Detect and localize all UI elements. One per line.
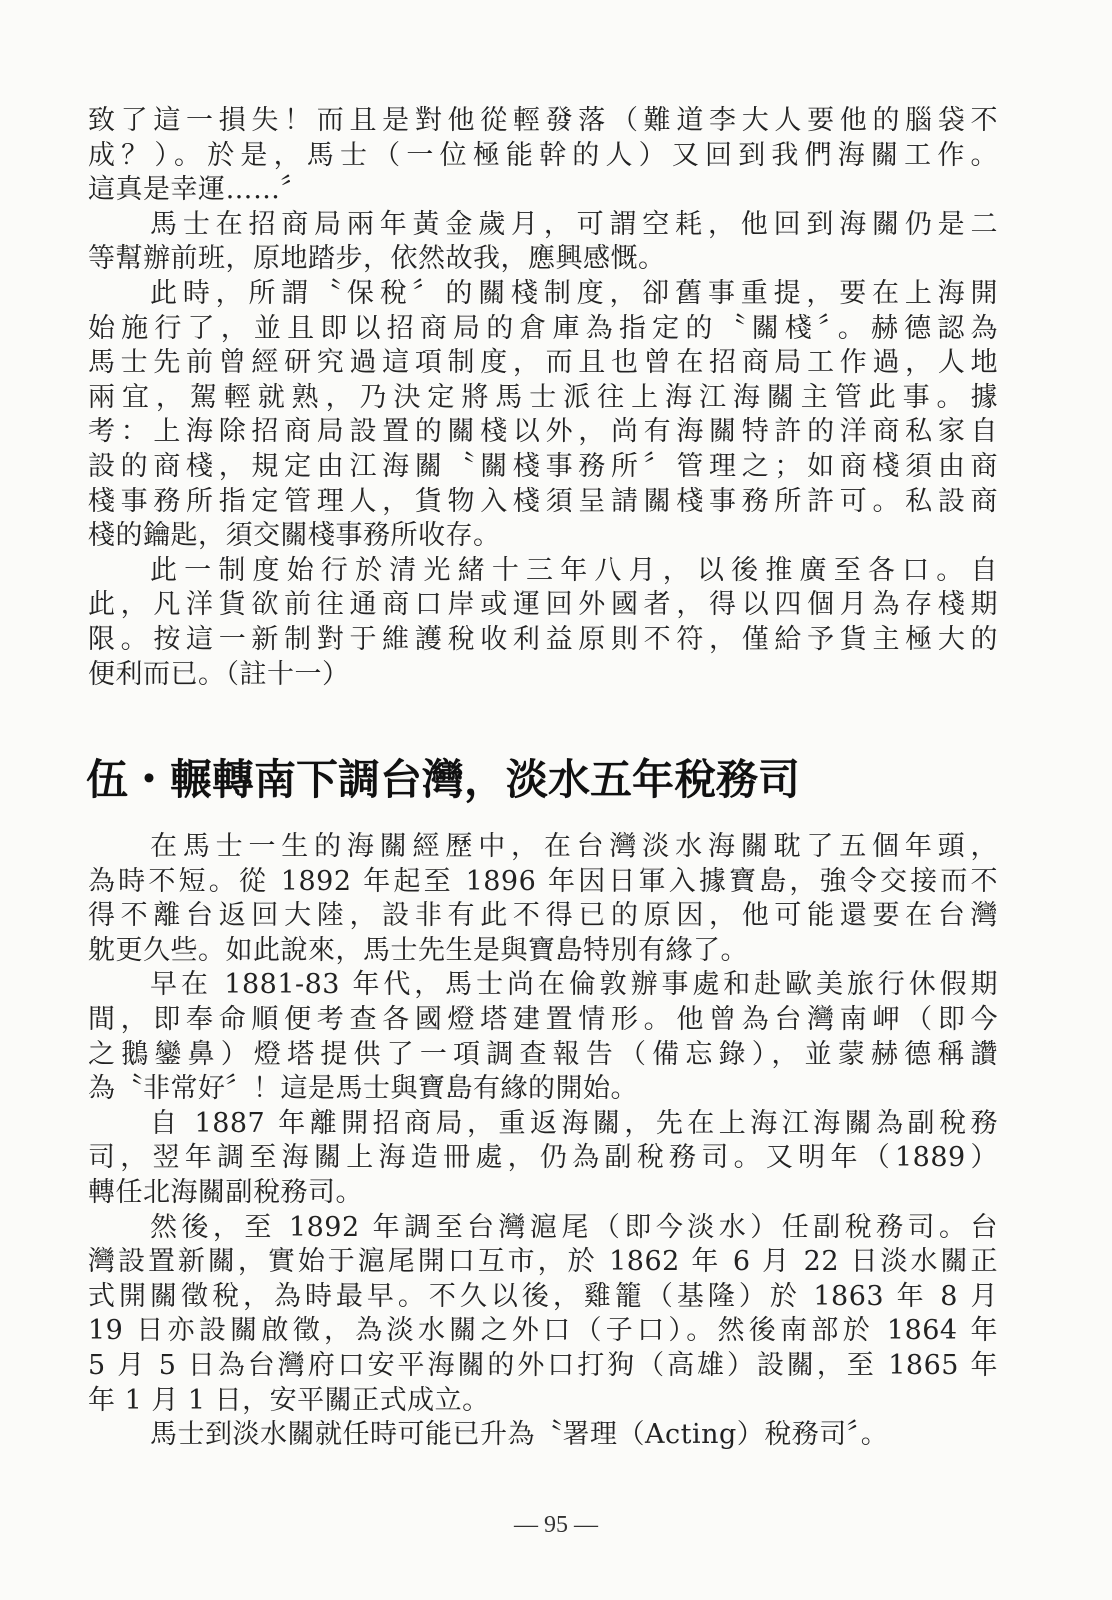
text-line: 早在 1881-83 年代，馬士尚在倫敦辦事處和赴歐美旅行休假期 bbox=[150, 969, 998, 1001]
text-line: 致了這一損失！而且是對他從輕發落（難道李大人要他的腦袋不 bbox=[88, 105, 998, 136]
text-line: 馬士到淡水關就任時可能已升為〝署理（Acting）稅務司〞。 bbox=[150, 1419, 889, 1451]
text-line: 始施行了，並且即以招商局的倉庫為指定的〝關棧〞。赫德認為 bbox=[88, 312, 998, 344]
text-line: 間，即奉命順便考查各國燈塔建置情形。他曾為台灣南岬（即今 bbox=[88, 1003, 998, 1035]
text-line: 司，翌年調至海關上海造冊處，仍為副稅務司。又明年（1889） bbox=[88, 1142, 998, 1174]
text-line: 馬士先前曾經研究過這項制度，而且也曾在招商局工作過，人地 bbox=[88, 347, 998, 379]
text-line: 灣設置新關，實始于滬尾開口互市，於 1862 年 6 月 22 日淡水關正 bbox=[88, 1246, 998, 1278]
text-line: 這真是幸運……〞 bbox=[88, 174, 308, 206]
text-line: 棧事務所指定管理人，貨物入棧須呈請關棧事務所許可。私設商 bbox=[88, 485, 998, 517]
text-line: 為時不短。從 1892 年起至 1896 年因日軍入據寶島，強令交接而不 bbox=[88, 865, 998, 897]
text-line: 躭更久些。如此說來，馬士先生是與寶島特別有緣了。 bbox=[88, 934, 748, 966]
text-line: 此一制度始行於清光緒十三年八月，以後推廣至各口。自 bbox=[150, 554, 998, 586]
body-text-top bbox=[88, 104, 998, 692]
text-line: 5 月 5 日為台灣府口安平海關的外口打狗（高雄）設關，至 1865 年 bbox=[88, 1349, 998, 1381]
text-line: 成？）。於是，馬士（一位極能幹的人）又回到我們海關工作。 bbox=[88, 139, 998, 171]
section-heading: 伍・輾轉南下調台灣，淡水五年稅務司 bbox=[86, 755, 801, 804]
text-line: 轉任北海關副稅務司。 bbox=[88, 1176, 363, 1208]
text-line: 考：上海除招商局設置的關棧以外，尚有海關特許的洋商私家自 bbox=[88, 416, 998, 448]
text-line: 設的商棧，規定由江海關〝關棧事務所〞管理之；如商棧須由商 bbox=[88, 450, 998, 482]
text-line: 棧的鑰匙，須交關棧事務所收存。 bbox=[88, 520, 501, 552]
text-line: 為〝非常好〞！這是馬士與寶島有緣的開始。 bbox=[88, 1073, 638, 1105]
text-line: 馬士在招商局兩年黃金歲月，可謂空耗，他回到海關仍是二 bbox=[150, 208, 998, 240]
body-text-bottom bbox=[88, 830, 998, 1453]
text-line: 此時，所謂〝保稅〞的關棧制度，卻舊事重提，要在上海開 bbox=[150, 277, 998, 309]
text-line: 19 日亦設關啟徵，為淡水關之外口（子口）。然後南部於 1864 年 bbox=[88, 1315, 998, 1347]
text-line: 此，凡洋貨欲前往通商口岸或運回外國者，得以四個月為存棧期 bbox=[88, 589, 998, 621]
page-number: — 95 — bbox=[514, 1512, 598, 1538]
text-line: 得不離台返回大陸，設非有此不得已的原因，他可能還要在台灣 bbox=[88, 900, 998, 932]
text-line: 然後，至 1892 年調至台灣滬尾（即今淡水）任副稅務司。台 bbox=[150, 1211, 998, 1243]
text-line: 在馬士一生的海關經歷中，在台灣淡水海關耽了五個年頭， bbox=[150, 831, 998, 862]
text-line: 式開關徵稅，為時最早。不久以後，雞籠（基隆）於 1863 年 8 月 bbox=[88, 1280, 998, 1312]
text-line: 等幫辦前班，原地踏步，依然故我，應興感慨。 bbox=[88, 243, 666, 275]
text-line: 自 1887 年離開招商局，重返海關，先在上海江海關為副稅務 bbox=[150, 1107, 998, 1139]
text-line: 兩宜，駕輕就熟，乃決定將馬士派往上海江海關主管此事。據 bbox=[88, 381, 998, 413]
text-line: 之鵝鑾鼻）燈塔提供了一項調查報告（備忘錄），並蒙赫德稱讚 bbox=[88, 1038, 998, 1070]
text-line: 限。按這一新制對于維護稅收利益原則不符，僅給予貨主極大的 bbox=[88, 623, 998, 655]
text-line: 年 1 月 1 日，安平關正式成立。 bbox=[88, 1384, 490, 1416]
text-line: 便利而已。（註十一） bbox=[88, 658, 350, 690]
